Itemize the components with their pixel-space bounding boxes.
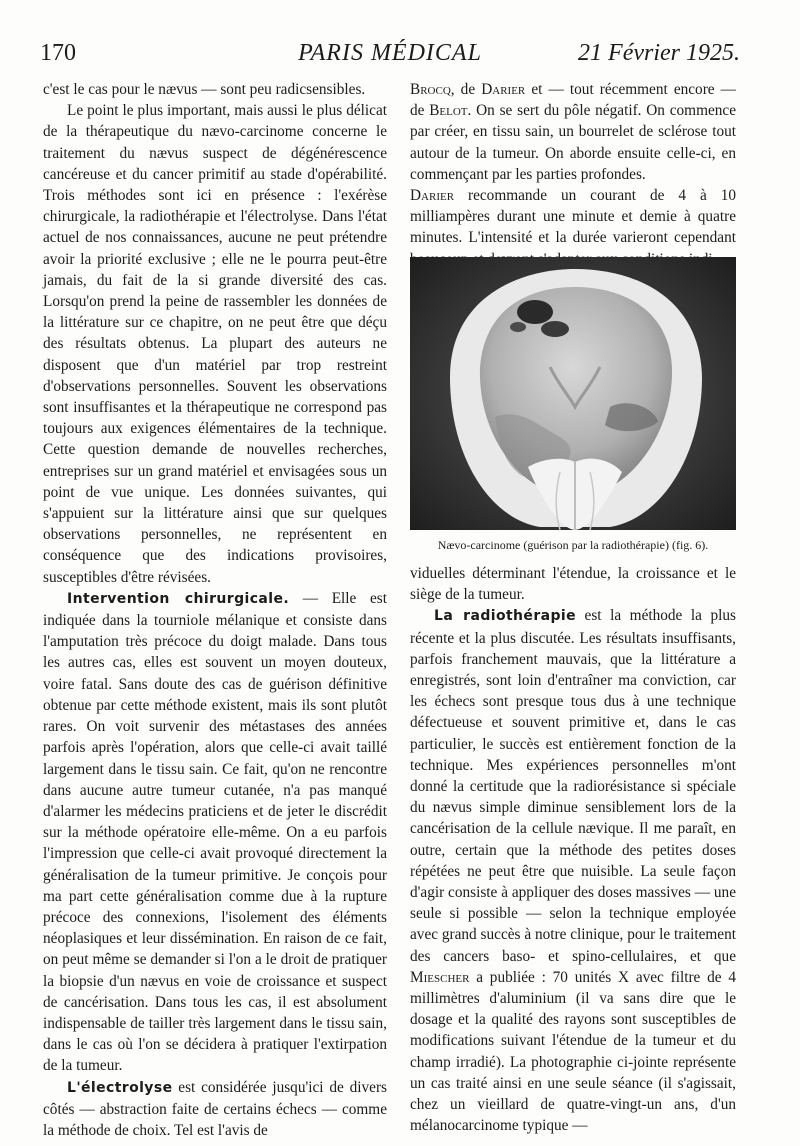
surgery-body: — Elle est indiquée dans la tourniole mélanique et consiste dans l'amputation très précoce du doigt malade. Dans tous les autres cas, elles est souvent un moyen douteux, voire fatal. Sans doute des cas de guérison définitive obtenue par cette méthode existent, mais ils sont plutôt rares. On voit survenir des métastases des années parfois après l'opération, alors que celle-ci avait taillé largement dans le tissu sain. Ce fait, qu'on ne rencontre dans aucune autre tumeur cutanée, n'a pas manqué d'alarmer les médecins praticiens et de jeter le discrédit sur la méthode opératoire elle-même. On a eu parfois l'impression que celle-ci avait provoqué directement la généralisation de la tumeur primitive. Je conçois pour ma part cette généralisation comme due à la rupture précoce des connexions, l'isolement des éléments néoplasiques et leur dissémination. En raison de ce fait, on peut même se demander si l'on a le droit de pratiquer la biopsie d'un nævus en voie de croissance et suspect de cancérisation. Dans tous les cas, il est absolument indispensable de tailler très largement dans le tissu sain, dans le cas où l'on se décidera à pratiquer l'extirpation de la tumeur. xyxy=(43,589,387,1075)
paragraph-radiotherapy xyxy=(410,605,736,1136)
section-heading-radiotherapy: La radiothérapie xyxy=(434,608,576,625)
paragraph-continuation-right: viduelles déterminant l'étendue, la croissance et le siège de la tumeur. xyxy=(410,565,736,604)
paragraph-electrolysis xyxy=(43,1077,387,1142)
author-darier: Darier xyxy=(481,81,526,98)
text-fragment: et — tout récemment encore — de xyxy=(410,81,736,120)
radiotherapy-body-end: a publiée : 70 unités X avec filtre de 4 millimètres d'aluminium (il va sans dire que le dosage et la qualité des rayons sont susceptibles de modifications suivant l'étendue de la tumeur et du champ irradié). La photographie ci-jointe représente un cas traité ainsi en une seule séance (il s'agissait, chez un vieillard de quatre-vingt-un ans, d'un mélanocarcinome typique — xyxy=(410,968,736,1135)
page-header xyxy=(40,40,740,74)
paragraph-authors xyxy=(410,79,736,270)
issue-date: 21 Février 1925. xyxy=(578,40,740,66)
author-brocq: Brocq xyxy=(410,81,451,98)
left-column xyxy=(43,79,387,1141)
author-belot: Belot xyxy=(429,102,468,120)
photo-illustration xyxy=(410,257,736,530)
text-fragment: . On se sert du pôle négatif. On commence par créer, en tissu sain, un bourrelet de sclérose tout autour de la tumeur. On aborde ensuite celle-ci, en commençant par les parties profondes. xyxy=(410,102,736,183)
section-heading-electrolysis: L'électrolyse xyxy=(67,1079,173,1096)
author-miescher: Miescher xyxy=(410,968,470,986)
figure-caption: Nævo-carcinome (guérison par la radiothérapie) (fig. 6). xyxy=(437,538,709,552)
electrolysis-body: est considérée jusqu'ici de divers côtés — abstraction faite de certains échecs — comme la méthode de choix. Tel est l'avis de xyxy=(43,1078,387,1139)
radiotherapy-body: est la méthode la plus récente et la plus discutée. Les résultats insuffisants, parfois franchement mauvais, que la littérature a enregistrés, sont loin d'entraîner ma conviction, car les échecs sont presque tous dus à une technique défectueuse et souvent primitive et, dans le cas particulier, le succès est entièrement fonction de la technique. Mes expériences personnelles m'ont donné la certitude que la radiorésistance si spéciale du nævus simple diminue sensiblement lors de la cancérisation de la cellule nævique. Il me paraît, en outre, certain que la méthode des petites doses répétées ne peut être que nuisible. La seule façon d'agir consiste à appliquer des doses massives — une seule si possible — selon la technique employée avec grand succès à notre clinique, pour le traitement des cancers baso- et spino-cellulaires, et que xyxy=(410,607,736,965)
section-heading-surgery: Intervention chirurgicale. xyxy=(67,590,290,607)
clinical-photograph xyxy=(410,257,736,530)
right-column-top xyxy=(410,79,736,270)
journal-title: PARIS MÉDICAL xyxy=(298,40,482,66)
page-number: 170 xyxy=(40,40,76,66)
text-fragment: , de xyxy=(450,81,482,98)
paragraph-continuation: c'est le cas pour le nævus — sont peu radicsensibles. xyxy=(43,81,366,98)
text-fragment: recommande un courant de 4 à 10 milliampères durant une minute et demie à quatre minutes. L'intensité et la durée varieront cependant xyxy=(410,187,736,247)
paragraph-surgical-intervention xyxy=(43,588,387,1077)
right-column-bottom xyxy=(410,563,736,1136)
paragraph-therapeutics: Le point le plus important, mais aussi le plus délicat de la thérapeutique du nævo-carcinome concerne le traitement du nævus suspect de dégénérescence cancéreuse et du cancer primitif au stade d'opérabilité. Trois méthodes sont ici en présence : l'exérèse chirurgicale, la radiothérapie et l'électrolyse. Dans l'état actuel de nos connaissances, aucune ne peut prétendre avoir la priorité exclusive ; elle ne le pourra peut-être jamais, du fait de la si grande diversité des cas. Lorsqu'on prend la peine de rassembler les données de la littérature sur ce chapitre, on ne peut être que déçu des résultats obtenus. La plupart des auteurs ne disposent que d'un matériel par trop restreint d'observations personnelles. Souvent les observations sont insuffisantes et la thérapeutique ne correspond pas toujours aux exigences élémentaires de la technique. Cette question demande de nouvelles recherches, entreprises sur un grand matériel et envisagées sous un point de vue unique. Les données suivantes, qui s'appuient sur la littérature ainsi que sur quelques observations personnelles, ne représentent en conséquence que des indications provisoires, susceptibles d'être révisées. xyxy=(43,102,387,586)
author-darier-2: Darier xyxy=(410,187,455,205)
